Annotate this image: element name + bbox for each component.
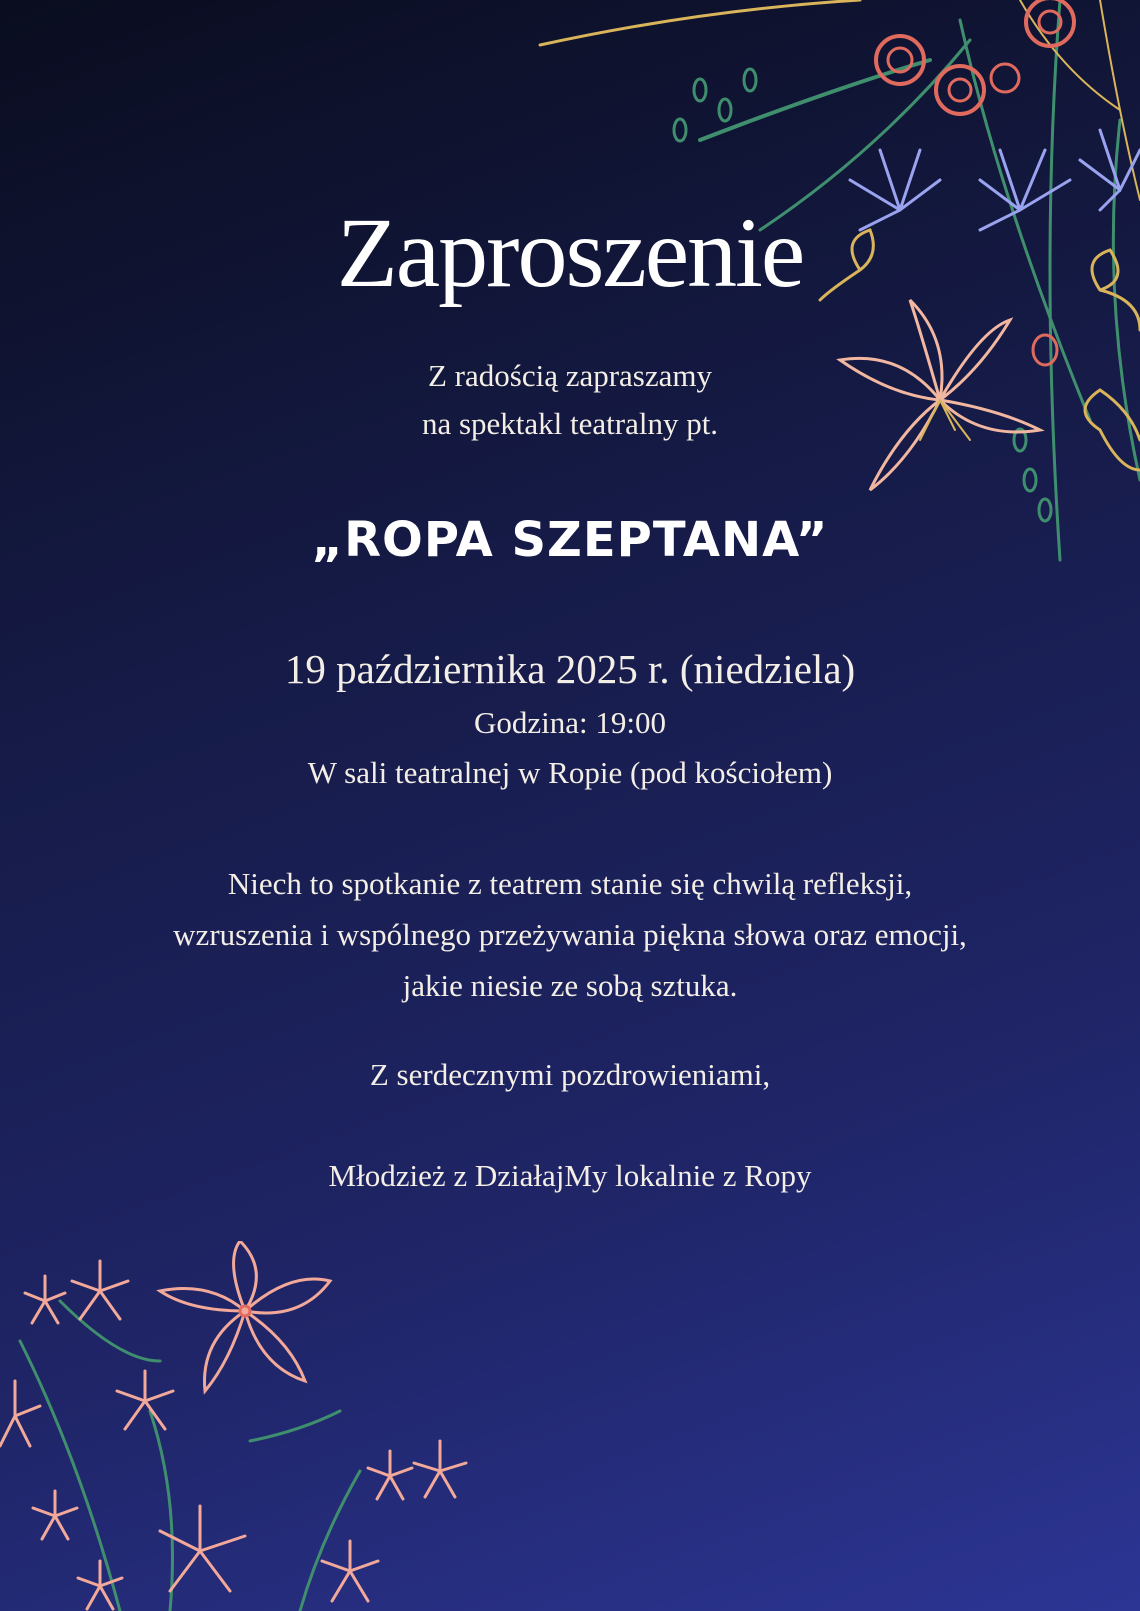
event-date: 19 października 2025 r. (niedziela) xyxy=(284,646,856,692)
message-line-1: Niech to spotkanie z teatrem stanie się chwilą refleksji, xyxy=(227,866,913,901)
intro-text xyxy=(0,352,1140,448)
invitation-title: Zaproszenie xyxy=(336,197,804,308)
intro-line-1: Z radością zapraszamy xyxy=(427,358,712,393)
closing-greeting: Z serdecznymi pozdrowieniami, xyxy=(369,1057,771,1092)
event-place: W sali teatralnej w Ropie (pod kościołem) xyxy=(307,755,833,790)
message-line-3: jakie niesie ze sobą sztuka. xyxy=(402,968,738,1003)
signature: Młodzież z DziałajMy lokalnie z Ropy xyxy=(328,1158,812,1193)
event-time: Godzina: 19:00 xyxy=(474,705,666,740)
message-line-2: wzruszenia i wspólnego przeżywania piękna słowa oraz emocji, xyxy=(173,917,967,952)
invitation-message xyxy=(0,858,1140,1011)
intro-line-2: na spektakl teatralny pt. xyxy=(421,406,719,441)
floral-sprigs-illustration xyxy=(0,1241,520,1611)
play-title: „ROPA SZEPTANA” xyxy=(311,512,829,568)
